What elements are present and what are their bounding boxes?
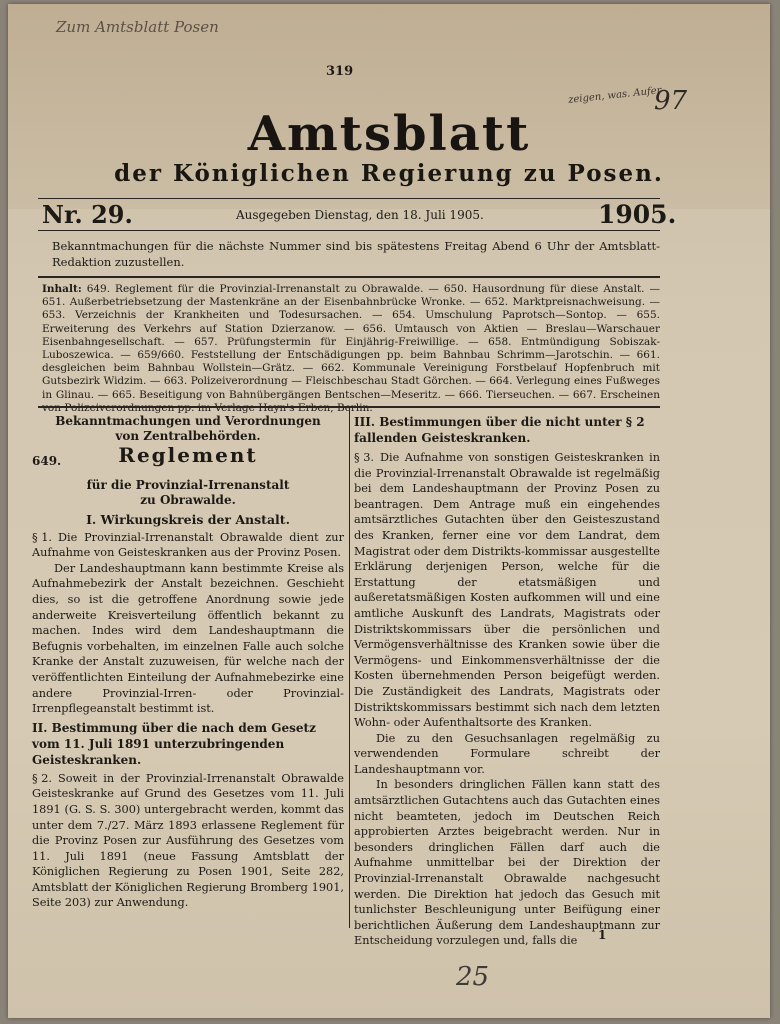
paragraph-text: Die Aufnahme von sonstigen Geisteskranken in die Provinzial-Irrenanstalt Obrawalde ist regelmäßig bei dem Landeshauptmann der Provinz Posen zu beantragen. Dem Antrage muß ein eingehendes amtsärztliches Gutachten über den Geisteszustand des Kranken, ferner eine vor dem Landrat, dem Magistrat oder dem Distrikts-kommissar ausgestellte Erklärung derjenigen Person, welche für die Erstattung der etatsmäßigen und außeretatsmäßigen Kosten aufkommen will und eine amtliche Auskunft des Landrats, Magistrats oder Distriktskommissars über die persönlichen und Vermögensverhältnisse des Kranken sowie über die Vermögens- und Einkommensverhältnisse der die Kosten übernehmenden Person beigefügt werden. Die Zuständigkeit des Landrats, Magistrats oder Distriktskommissars bestimmt sich nach dem letzten Wohn- oder Aufenthaltsorte des Kranken. — [354, 451, 660, 730]
heading-II: II. Bestimmung über die nach dem Gesetz vom 11. Juli 1891 unterzubringenden Geisteskranken. — [32, 720, 316, 767]
paragraph-text: Soweit in der Provinzial-Irrenanstalt Obrawalde Geisteskranke auf Grund des Gesetzes vom 11. Juli 1891 (G. S. S. 300) untergebracht werden, kommt das unter dem 7./27. März 1893 erlassene Reglement für die Provinz Posen zur Ausführung des Gesetzes vom 11. Juli 1891 (neue Fassung Amtsblatt der Königlichen Regierung zu Posen 1901, Seite 282, Amtsblatt der Königlichen Regierung Bromberg 1901, Seite 203) zur Anwendung. — [32, 771, 344, 910]
paragraph-5: Die zu den Gesuchsanlagen regelmäßig zu verwendenden Formulare schreibt der Landeshauptmann vor. — [354, 731, 660, 776]
paragraph-number: § 1. — [32, 530, 53, 544]
paragraph-6: In besonders dringlichen Fällen kann statt des amtsärztlichen Gutachtens auch das Gutachten eines nicht beamteten, jedoch im Deutschen Reich approbierten Arztes beigebracht werden. Nur in besonders dringlichen Fällen darf auch die Aufnahme unmittelbar bei der Direktion der Provinzial-Irrenanstalt Obrawalde nachgesucht werden. Die Direktion hat jedoch das Gesuch mit tunlichster Beschleunigung unter Beifügung einer berichtlichen Äußerung dem Landeshauptmann zur Entscheidung vorzulegen und, falls die — [354, 778, 660, 948]
page-number: 319 — [326, 64, 354, 79]
paragraph-number: § 3. — [354, 451, 375, 464]
submission-notice: Bekanntmachungen für die nächste Nummer sind bis spätestens Freitag Abend 6 Uhr der Amtsblatt-Redaktion zuzustellen. — [52, 239, 660, 269]
paragraph-3 — [32, 771, 344, 911]
left-column — [32, 414, 344, 911]
stamp-number: 97 — [654, 86, 688, 116]
right-column — [354, 414, 660, 949]
table-of-contents — [42, 283, 660, 415]
item-number: 649. — [32, 454, 62, 468]
stamp-text: zeigen, was. Aufer — [567, 85, 662, 106]
issue-date: Ausgegeben Dienstag, den 18. Juli 1905. — [236, 208, 484, 222]
issue-number: Nr. 29. — [42, 200, 133, 229]
rule-under-issue — [38, 230, 660, 231]
paragraph-4 — [354, 450, 660, 731]
paragraph-2: Der Landeshauptmann kann bestimmte Kreise als Aufnahmebezirk der Anstalt bezeichnen. Geschieht dies, so ist die getroffene Anordnung sowie jede anderweite Kreisverteilung öffentlich bekannt zu machen. Indes wird dem Landeshauptmann die Befugnis vorbehalten, im einzelnen Falle auch solche Kranke der Anstalt zuzuweisen, für welche nach der veröffentlichten Einteilung der Aufnahmebezirke eine andere Provinzial-Irren- oder Provinzial-Irrenpflegeanstalt bestimmt ist. — [32, 561, 344, 716]
issue-year: 1905. — [598, 200, 677, 229]
item-649-heading — [32, 443, 344, 478]
item-subtitle-1: für die Provinzial-Irrenanstalt — [86, 478, 290, 492]
item-subtitle-2: zu Obrawalde. — [140, 493, 236, 507]
handwritten-number: 25 — [456, 962, 490, 992]
heading-III: III. Bestimmungen über die nicht unter § 2 fallenden Geisteskranken. — [354, 415, 645, 445]
masthead-title: Amtsblatt — [247, 106, 531, 162]
contents-text: 649. Reglement für die Provinzial-Irrenanstalt zu Obrawalde. — 650. Hausordnung für diese Anstalt. — 651. Außerbetriebsetzung der Mastenkräne an der Eisenbahnbrücke Wronke. — 652. Marktpreisnachweisung. — 653. Verzeichnis der Krankheiten und Todesursachen. — 654. Umschulung Paprotsch—Sontop. — 655. Erweiterung des Verkehrs auf Station Dzierzanow. — 656. Umtausch von Aktien — Breslau—Warschauer Eisenbahngesellschaft. — 657. Prüfungstermin für Einjährig-Freiwillige. — 658. Entmündigung Sobiszak-Luboszewica. — 659/660. Feststellung der Entschädigungen pp. beim Bahnbau Schrimm—Jarotschin. — 661. desgleichen beim Bahnbau Wollstein—Grätz. — 662. Kommunale Vereinigung Forstbelauf Hopfenbruch mit Gutsbezirk Widzim. — 663. Polizeiverordnung — Fleischbeschau Stadt Görchen. — 664. Verlegung eines Fußweges in Glinau. — 665. Beseitigung von Bahnübergängen Bentschen—Meseritz. — 666. Tierseuchen. — 667. Erscheinen — [42, 283, 660, 401]
paragraph-text: Die Provinzial-Irrenanstalt Obrawalde dient zur Aufnahme von Geisteskranken aus der Provinz Posen. — [32, 530, 344, 560]
rule-above-contents — [38, 276, 660, 278]
heading-I: I. Wirkungskreis der Anstalt. — [86, 512, 290, 527]
signature-folio: 1 — [598, 928, 607, 942]
rule-top — [38, 198, 660, 199]
contents-label: Inhalt: — [42, 283, 82, 295]
handwritten-note: Zum Amtsblatt Posen — [56, 18, 219, 36]
section-heading-central: Bekanntmachungen und Verordnungen von Zentralbehörden. — [55, 414, 321, 443]
masthead-subtitle: der Königlichen Regierung zu Posen. — [114, 160, 664, 187]
paragraph-1 — [32, 530, 344, 561]
page-sheet — [8, 4, 770, 1018]
paragraph-number: § 2. — [32, 771, 53, 785]
item-title: Reglement — [118, 443, 258, 467]
column-divider — [349, 408, 350, 928]
